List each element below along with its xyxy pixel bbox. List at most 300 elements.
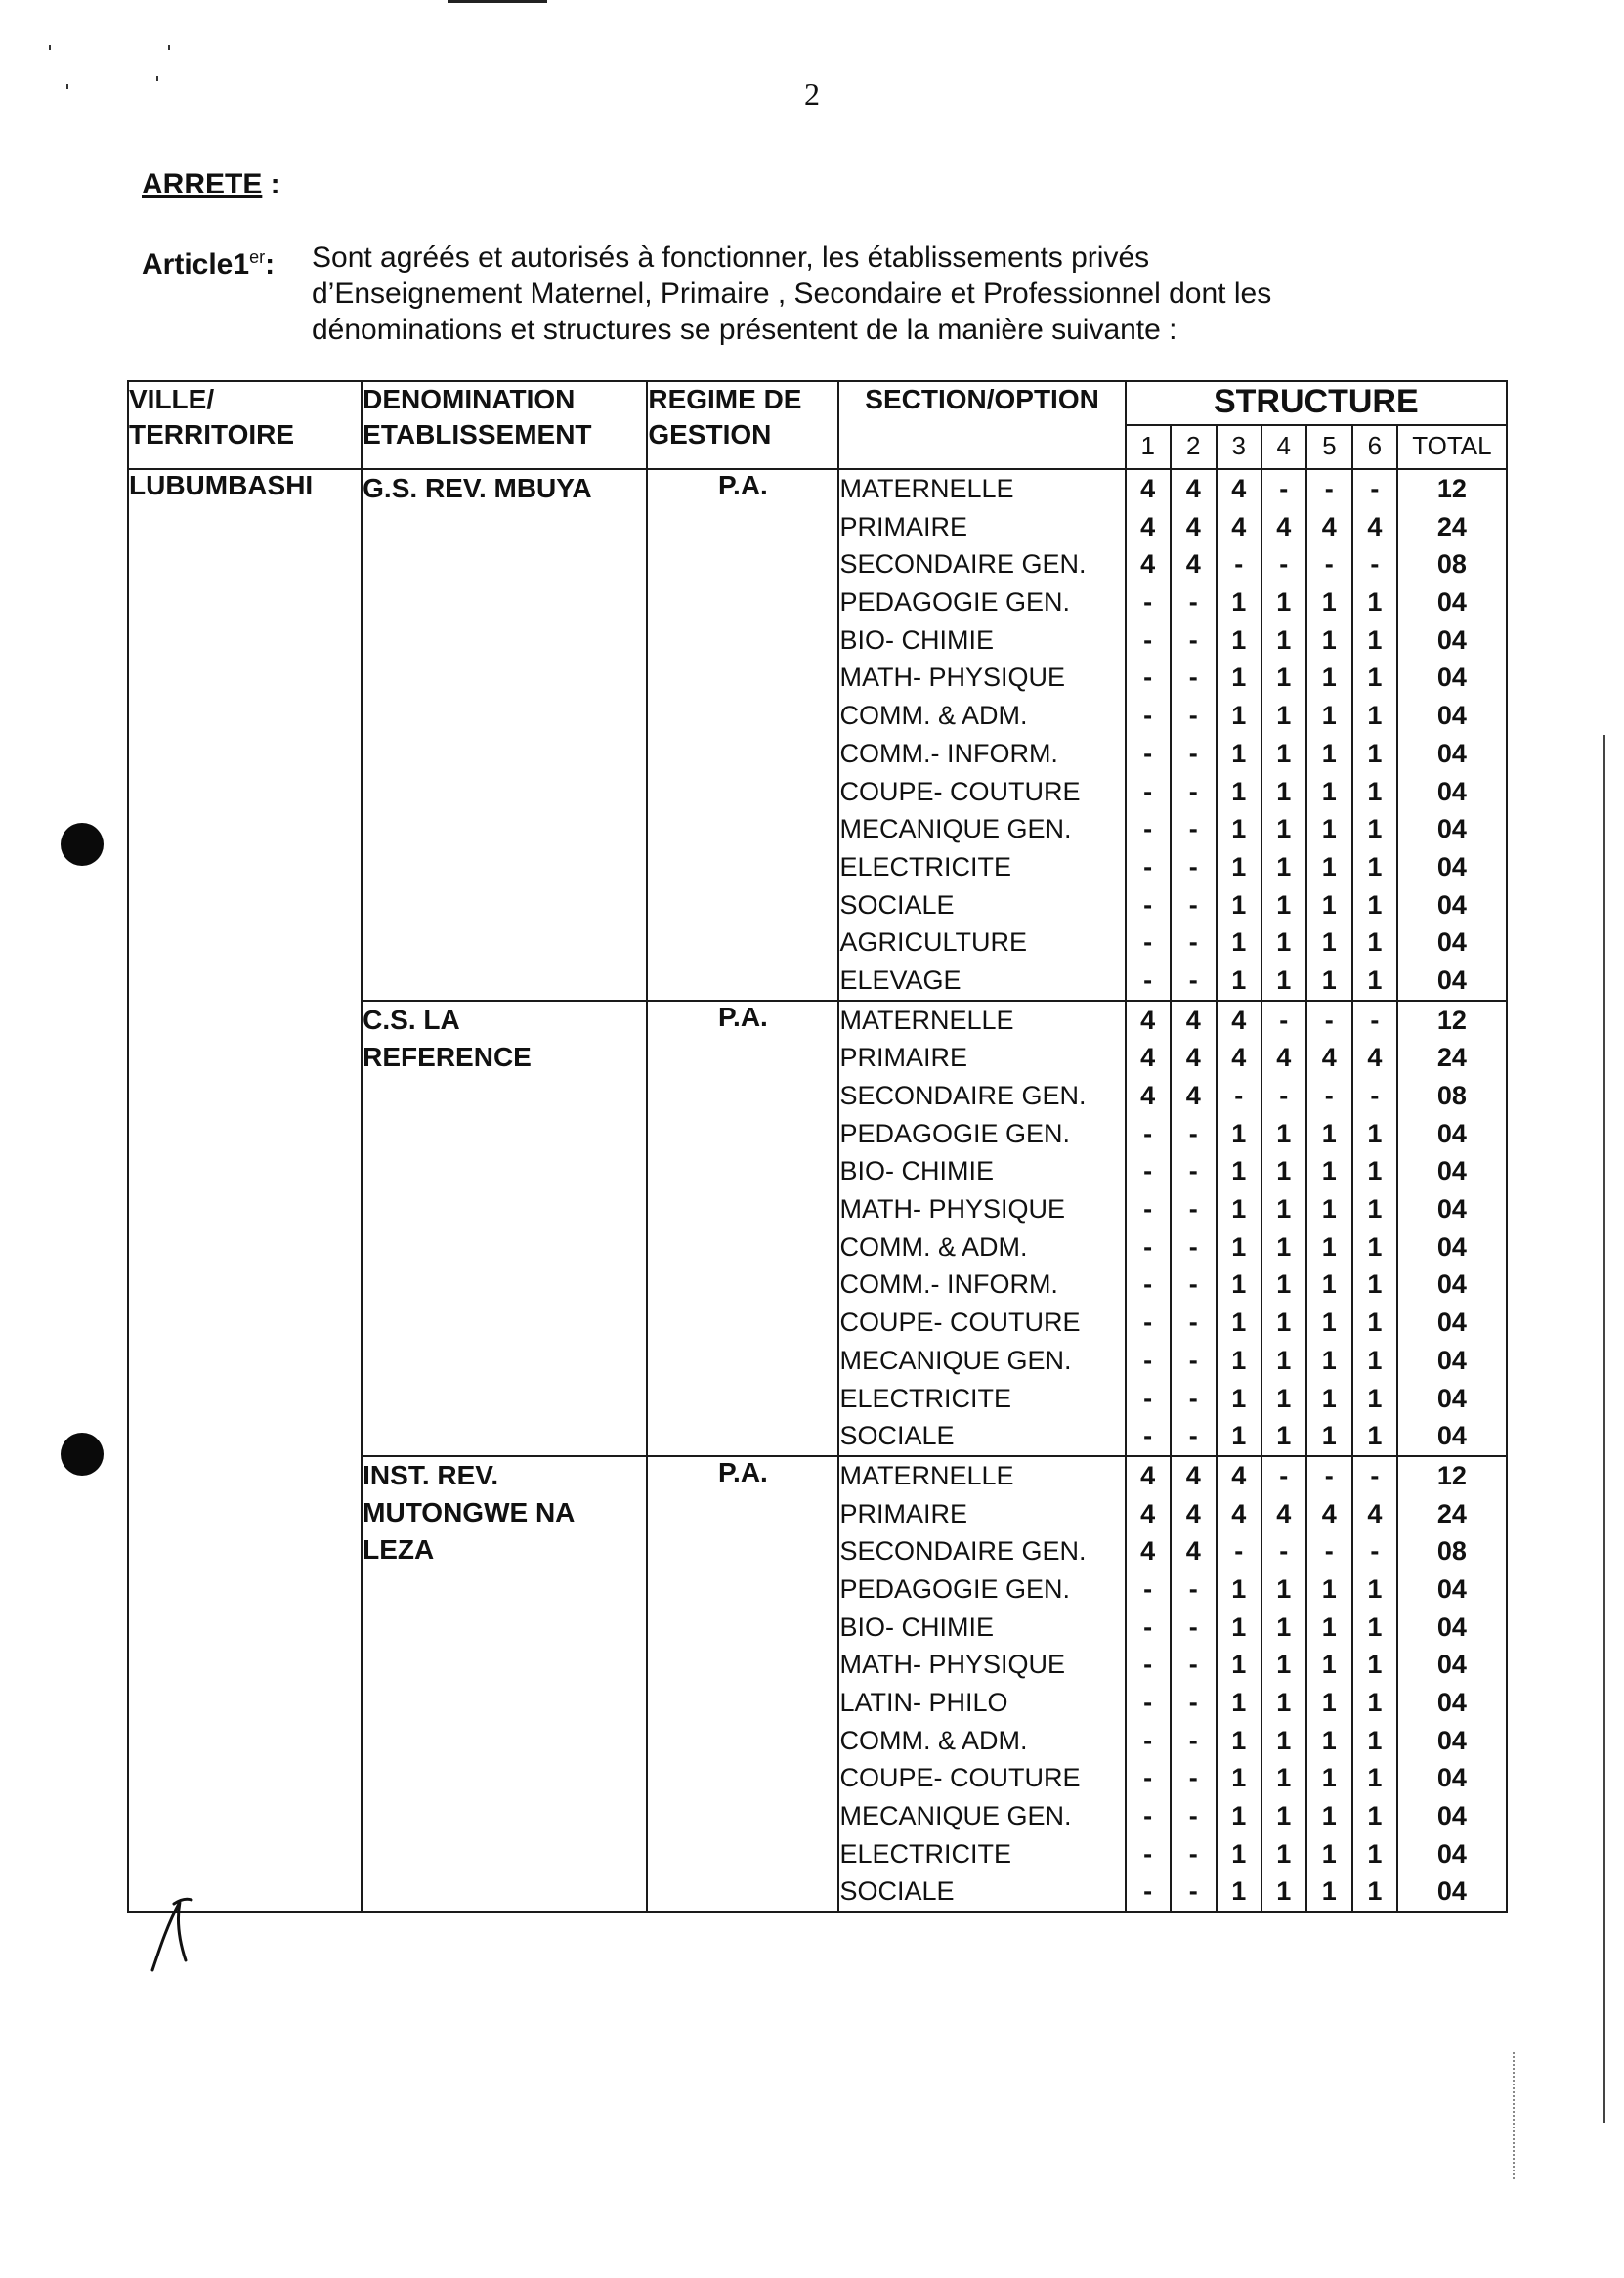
- section-option: MECANIQUE GEN.: [839, 1345, 1072, 1375]
- header-col-total: TOTAL: [1397, 425, 1507, 469]
- total-value: 04: [1436, 1801, 1467, 1831]
- total-value: 04: [1436, 776, 1467, 806]
- table-data-row: [128, 469, 1507, 1001]
- header-col-3: 3: [1217, 425, 1261, 469]
- class-count: 1: [1367, 1308, 1383, 1338]
- section-option: BIO- CHIMIE: [839, 1156, 994, 1186]
- total-value: 04: [1436, 1763, 1467, 1793]
- class-count: 1: [1367, 1801, 1383, 1831]
- total-value: 24: [1436, 1043, 1467, 1073]
- class-count: 4: [1276, 1043, 1292, 1073]
- section-option: SECONDAIRE GEN.: [839, 549, 1087, 580]
- class-count: 1: [1321, 1688, 1337, 1717]
- class-count: 1: [1321, 1231, 1337, 1262]
- section-option: MATH- PHYSIQUE: [839, 1650, 1065, 1680]
- class-count: -: [1143, 814, 1153, 844]
- class-count-cell: [1261, 1456, 1306, 1912]
- section-option: BIO- CHIMIE: [839, 624, 994, 655]
- class-count: -: [1143, 1838, 1153, 1869]
- section-option: ELECTRICITE: [839, 851, 1011, 881]
- class-count-cell: [1261, 1001, 1306, 1456]
- class-count: 1: [1367, 1345, 1383, 1375]
- section-cell: [838, 469, 1125, 1001]
- class-count: -: [1143, 1421, 1153, 1451]
- class-count: -: [1370, 1536, 1380, 1567]
- class-count: -: [1370, 1460, 1380, 1490]
- class-count: 1: [1321, 889, 1337, 920]
- class-count: -: [1188, 1194, 1198, 1225]
- header-col-2: 2: [1171, 425, 1217, 469]
- class-count-cell: [1261, 469, 1306, 1001]
- class-count: 4: [1140, 1005, 1156, 1035]
- class-count: -: [1188, 927, 1198, 958]
- class-count: 1: [1321, 1838, 1337, 1869]
- class-count: -: [1234, 1081, 1244, 1110]
- class-count: -: [1188, 701, 1198, 731]
- class-count: -: [1188, 1156, 1198, 1186]
- class-count: -: [1143, 663, 1153, 693]
- class-count: 1: [1276, 965, 1292, 995]
- denomination-line: MUTONGWE NA: [363, 1496, 576, 1527]
- class-count-cell: [1126, 469, 1171, 1001]
- class-count: 1: [1231, 1801, 1247, 1831]
- header-section: SECTION/OPTION: [838, 381, 1125, 469]
- section-option: PRIMAIRE: [839, 1498, 967, 1528]
- class-count: -: [1324, 549, 1334, 580]
- class-count: -: [1279, 1536, 1289, 1567]
- header-col-6: 6: [1352, 425, 1397, 469]
- header-regime: [647, 381, 838, 469]
- section-option: COUPE- COUTURE: [839, 776, 1081, 806]
- total-value: 04: [1436, 1308, 1467, 1338]
- class-count: -: [1143, 1573, 1153, 1604]
- section-option: ELEVAGE: [839, 965, 962, 995]
- class-count: 4: [1367, 1043, 1383, 1073]
- class-count: -: [1188, 1269, 1198, 1300]
- class-count: -: [1188, 776, 1198, 806]
- class-count: 1: [1367, 738, 1383, 768]
- class-count-cell: [1306, 469, 1352, 1001]
- section-option: SOCIALE: [839, 889, 955, 920]
- class-count: 4: [1140, 549, 1156, 580]
- class-count: 1: [1231, 701, 1247, 731]
- class-count: 1: [1231, 927, 1247, 958]
- heading-text: ARRETE: [142, 168, 263, 200]
- section-option: COMM. & ADM.: [839, 1725, 1028, 1755]
- class-count: 4: [1231, 1498, 1247, 1528]
- class-count: 1: [1231, 1194, 1247, 1225]
- class-count: 1: [1231, 738, 1247, 768]
- class-count: 1: [1321, 624, 1337, 655]
- class-count: 1: [1367, 1156, 1383, 1186]
- class-count: 1: [1367, 927, 1383, 958]
- class-count: -: [1279, 549, 1289, 580]
- class-count: 4: [1231, 1460, 1247, 1490]
- section-option: MATERNELLE: [839, 1460, 1014, 1490]
- class-count: 4: [1367, 1498, 1383, 1528]
- section-option: MATH- PHYSIQUE: [839, 663, 1065, 693]
- scan-edge-stripe: [1603, 735, 1605, 2123]
- class-count: -: [1188, 814, 1198, 844]
- class-count: 1: [1367, 851, 1383, 881]
- article-label-colon: :: [265, 248, 276, 280]
- total-value: 04: [1436, 927, 1467, 958]
- class-count: 1: [1231, 1573, 1247, 1604]
- class-count: -: [1188, 1763, 1198, 1793]
- class-count: 1: [1231, 851, 1247, 881]
- class-count-cell: [1352, 1001, 1397, 1456]
- denomination-cell: [362, 1001, 647, 1456]
- class-count: 1: [1231, 776, 1247, 806]
- class-count: -: [1188, 738, 1198, 768]
- class-count: 1: [1367, 1194, 1383, 1225]
- class-count: 1: [1276, 1421, 1292, 1451]
- class-count: 1: [1231, 663, 1247, 693]
- class-count-cell: [1171, 469, 1217, 1001]
- section-option: COUPE- COUTURE: [839, 1763, 1081, 1793]
- regime-cell: P.A.: [647, 1456, 838, 1912]
- class-count: 1: [1321, 1876, 1337, 1907]
- class-count: 4: [1185, 1536, 1201, 1567]
- class-count: -: [1143, 738, 1153, 768]
- class-count: -: [1143, 1612, 1153, 1642]
- class-count: 1: [1321, 701, 1337, 731]
- class-count: 4: [1140, 511, 1156, 541]
- class-count: 1: [1231, 1269, 1247, 1300]
- class-count-cell: [1126, 1456, 1171, 1912]
- class-count: 4: [1140, 1081, 1156, 1110]
- class-count: 4: [1231, 511, 1247, 541]
- class-count: -: [1188, 1308, 1198, 1338]
- class-count: 1: [1321, 1345, 1337, 1375]
- class-count: -: [1143, 1231, 1153, 1262]
- total-value: 12: [1436, 474, 1467, 503]
- article-label-sup: er: [249, 247, 266, 267]
- class-count: 1: [1321, 738, 1337, 768]
- heading-arrete: [142, 168, 280, 201]
- section-option: SECONDAIRE GEN.: [839, 1536, 1087, 1567]
- class-count: 4: [1140, 1536, 1156, 1567]
- class-count: 4: [1185, 549, 1201, 580]
- total-value: 08: [1436, 549, 1467, 580]
- total-value: 04: [1436, 1156, 1467, 1186]
- class-count: -: [1143, 701, 1153, 731]
- class-count: 1: [1321, 776, 1337, 806]
- class-count: 1: [1321, 1573, 1337, 1604]
- class-count: 1: [1367, 776, 1383, 806]
- class-count: 1: [1321, 927, 1337, 958]
- class-count: -: [1370, 1081, 1380, 1110]
- section-option: PEDAGOGIE GEN.: [839, 1573, 1071, 1604]
- section-cell: [838, 1001, 1125, 1456]
- class-count: 1: [1276, 1650, 1292, 1680]
- class-count: -: [1324, 1536, 1334, 1567]
- scan-speck: [66, 84, 68, 89]
- denomination-cell: [362, 469, 647, 1001]
- class-count: -: [1188, 1383, 1198, 1413]
- class-count: 1: [1321, 1118, 1337, 1148]
- class-count: 4: [1231, 474, 1247, 503]
- class-count: -: [1143, 1688, 1153, 1717]
- class-count: 1: [1276, 1118, 1292, 1148]
- header-col-1: 1: [1126, 425, 1171, 469]
- class-count: -: [1143, 1650, 1153, 1680]
- section-option: MATERNELLE: [839, 474, 1014, 503]
- class-count: -: [1143, 889, 1153, 920]
- class-count-cell: [1352, 1456, 1397, 1912]
- total-value: 04: [1436, 851, 1467, 881]
- class-count: -: [1143, 927, 1153, 958]
- class-count: 1: [1231, 889, 1247, 920]
- class-count: 1: [1276, 624, 1292, 655]
- section-option: ELECTRICITE: [839, 1838, 1011, 1869]
- class-count: 4: [1140, 1498, 1156, 1528]
- class-count: 1: [1321, 1194, 1337, 1225]
- class-count: 1: [1321, 1650, 1337, 1680]
- class-count: 1: [1321, 851, 1337, 881]
- class-count: -: [1188, 1688, 1198, 1717]
- class-count-cell: [1306, 1456, 1352, 1912]
- class-count: 1: [1231, 1838, 1247, 1869]
- class-count: 1: [1276, 1194, 1292, 1225]
- header-col-4: 4: [1261, 425, 1306, 469]
- table-body: [128, 469, 1507, 1912]
- section-option: PEDAGOGIE GEN.: [839, 587, 1071, 618]
- class-count: -: [1143, 1194, 1153, 1225]
- section-option: COUPE- COUTURE: [839, 1308, 1081, 1338]
- class-count: 1: [1367, 965, 1383, 995]
- class-count: 4: [1276, 511, 1292, 541]
- class-count: 1: [1231, 1308, 1247, 1338]
- header-denomination: [362, 381, 647, 469]
- header-regime-line: REGIME DE: [648, 384, 802, 414]
- total-value: 04: [1436, 1118, 1467, 1148]
- class-count: 1: [1276, 1763, 1292, 1793]
- top-edge-line: [448, 0, 547, 3]
- class-count: 1: [1321, 1156, 1337, 1186]
- class-count: -: [1188, 1345, 1198, 1375]
- class-count: 1: [1367, 701, 1383, 731]
- class-count: -: [1234, 1536, 1244, 1567]
- section-option: MATH- PHYSIQUE: [839, 1194, 1065, 1225]
- class-count: 1: [1276, 814, 1292, 844]
- total-value: 04: [1436, 1688, 1467, 1717]
- class-count: -: [1143, 1156, 1153, 1186]
- class-count: -: [1143, 1725, 1153, 1755]
- class-count: -: [1143, 624, 1153, 655]
- class-count: -: [1188, 851, 1198, 881]
- class-count: 1: [1231, 1725, 1247, 1755]
- class-count: 1: [1231, 1688, 1247, 1717]
- class-count: 1: [1321, 1801, 1337, 1831]
- article-text: [312, 239, 1582, 348]
- class-count: 1: [1231, 1345, 1247, 1375]
- class-count-cell: [1217, 469, 1261, 1001]
- total-value: 04: [1436, 889, 1467, 920]
- total-value: 04: [1436, 1345, 1467, 1375]
- total-value: 12: [1436, 1005, 1467, 1035]
- class-count: 1: [1231, 1156, 1247, 1186]
- denomination-line: G.S. REV. MBUYA: [363, 473, 592, 503]
- class-count: 1: [1367, 1269, 1383, 1300]
- class-count: 1: [1367, 1838, 1383, 1869]
- denomination-line: REFERENCE: [363, 1041, 532, 1072]
- class-count: 4: [1185, 474, 1201, 503]
- total-value: 08: [1436, 1081, 1467, 1110]
- class-count-cell: [1217, 1456, 1261, 1912]
- total-value: 04: [1436, 965, 1467, 995]
- class-count: 1: [1231, 1231, 1247, 1262]
- class-count: 1: [1231, 1118, 1247, 1148]
- class-count: 1: [1231, 624, 1247, 655]
- class-count: 1: [1276, 927, 1292, 958]
- section-option: COMM.- INFORM.: [839, 1269, 1058, 1300]
- section-option: SOCIALE: [839, 1421, 955, 1451]
- class-count-cell: [1217, 1001, 1261, 1456]
- class-count: -: [1143, 965, 1153, 995]
- punch-hole: [61, 823, 104, 866]
- class-count: 1: [1276, 1612, 1292, 1642]
- class-count: -: [1188, 1118, 1198, 1148]
- class-count: 1: [1367, 1421, 1383, 1451]
- class-count: -: [1188, 1725, 1198, 1755]
- header-row: [128, 381, 1507, 425]
- class-count: 1: [1367, 587, 1383, 618]
- section-cell: [838, 1456, 1125, 1912]
- class-count: -: [1188, 1231, 1198, 1262]
- class-count: -: [1279, 1005, 1289, 1035]
- class-count: 4: [1185, 1005, 1201, 1035]
- class-count: 1: [1231, 1763, 1247, 1793]
- section-option: PRIMAIRE: [839, 511, 967, 541]
- ville-cell: LUBUMBASHI: [128, 469, 362, 1912]
- article-label-text: Article1: [142, 248, 250, 280]
- regime-cell: P.A.: [647, 1001, 838, 1456]
- structure-table: [127, 380, 1508, 1913]
- total-value: 24: [1436, 511, 1467, 541]
- class-count: 1: [1276, 776, 1292, 806]
- heading-colon: :: [262, 168, 280, 200]
- class-count: 4: [1321, 511, 1337, 541]
- class-count: 1: [1367, 889, 1383, 920]
- total-value: 04: [1436, 624, 1467, 655]
- class-count: -: [1143, 1308, 1153, 1338]
- regime-cell: P.A.: [647, 469, 838, 1001]
- class-count: 4: [1321, 1043, 1337, 1073]
- section-option: MATERNELLE: [839, 1005, 1014, 1035]
- header-structure: STRUCTURE: [1126, 381, 1507, 425]
- header-ville-line: TERRITOIRE: [129, 419, 295, 450]
- class-count: 1: [1276, 1383, 1292, 1413]
- class-count: -: [1324, 1081, 1334, 1110]
- class-count: 1: [1276, 1801, 1292, 1831]
- header-denomination-line: ETABLISSEMENT: [363, 419, 592, 450]
- class-count: -: [1324, 474, 1334, 503]
- section-option: MECANIQUE GEN.: [839, 814, 1072, 844]
- class-count: -: [1143, 1801, 1153, 1831]
- class-count: 1: [1321, 814, 1337, 844]
- class-count: 1: [1321, 1725, 1337, 1755]
- total-value: 04: [1436, 1421, 1467, 1451]
- scan-speck: [156, 76, 158, 81]
- class-count-cell: [1171, 1456, 1217, 1912]
- class-count: 1: [1276, 889, 1292, 920]
- total-value: 08: [1436, 1536, 1467, 1567]
- total-value: 04: [1436, 738, 1467, 768]
- class-count: 4: [1140, 1043, 1156, 1073]
- total-value: 04: [1436, 1876, 1467, 1907]
- class-count: 1: [1367, 1118, 1383, 1148]
- header-regime-line: GESTION: [648, 419, 772, 450]
- class-count: 4: [1231, 1043, 1247, 1073]
- section-option: SECONDAIRE GEN.: [839, 1081, 1087, 1110]
- total-value: 24: [1436, 1498, 1467, 1528]
- section-option: PEDAGOGIE GEN.: [839, 1118, 1071, 1148]
- class-count: 1: [1367, 1725, 1383, 1755]
- class-count: 1: [1321, 1421, 1337, 1451]
- class-count: -: [1143, 1763, 1153, 1793]
- article-label: [142, 239, 275, 282]
- class-count: 1: [1276, 1876, 1292, 1907]
- class-count: 1: [1276, 1838, 1292, 1869]
- signature-mark: [147, 1896, 205, 1974]
- class-count: -: [1279, 1081, 1289, 1110]
- class-count: 1: [1367, 1612, 1383, 1642]
- denomination-line: C.S. LA: [363, 1004, 460, 1035]
- class-count: 1: [1276, 1308, 1292, 1338]
- class-count: -: [1188, 1838, 1198, 1869]
- total-value: 04: [1436, 1838, 1467, 1869]
- class-count: 1: [1231, 965, 1247, 995]
- class-count: -: [1188, 965, 1198, 995]
- article-line: d’Enseignement Maternel, Primaire , Secondaire et Professionnel dont les: [312, 278, 1272, 310]
- class-count: 1: [1367, 624, 1383, 655]
- article-line: dénominations et structures se présentent de la manière suivante :: [312, 314, 1177, 346]
- class-count: -: [1143, 1118, 1153, 1148]
- punch-hole: [61, 1433, 104, 1476]
- section-option: LATIN- PHILO: [839, 1688, 1008, 1717]
- class-count: -: [1370, 474, 1380, 503]
- class-count: 1: [1276, 1345, 1292, 1375]
- class-count: -: [1234, 549, 1244, 580]
- class-count: -: [1188, 1421, 1198, 1451]
- class-count: 4: [1185, 511, 1201, 541]
- class-count: 1: [1321, 1383, 1337, 1413]
- class-count: -: [1143, 1269, 1153, 1300]
- class-count: -: [1188, 889, 1198, 920]
- class-count: 1: [1231, 1612, 1247, 1642]
- class-count: 1: [1367, 814, 1383, 844]
- class-count: 1: [1321, 1763, 1337, 1793]
- class-count: 1: [1367, 1383, 1383, 1413]
- class-count: 1: [1367, 1573, 1383, 1604]
- class-count: 1: [1321, 1612, 1337, 1642]
- denomination-cell: [362, 1456, 647, 1912]
- class-count: -: [1143, 776, 1153, 806]
- class-count: 1: [1231, 1421, 1247, 1451]
- class-count: 1: [1367, 1763, 1383, 1793]
- class-count: 1: [1321, 663, 1337, 693]
- class-count: 1: [1321, 965, 1337, 995]
- total-value: 04: [1436, 1612, 1467, 1642]
- section-option: PRIMAIRE: [839, 1043, 967, 1073]
- total-cell: [1397, 469, 1507, 1001]
- section-option: MECANIQUE GEN.: [839, 1801, 1072, 1831]
- class-count-cell: [1126, 1001, 1171, 1456]
- total-value: 04: [1436, 701, 1467, 731]
- class-count: 4: [1231, 1005, 1247, 1035]
- class-count: -: [1143, 1383, 1153, 1413]
